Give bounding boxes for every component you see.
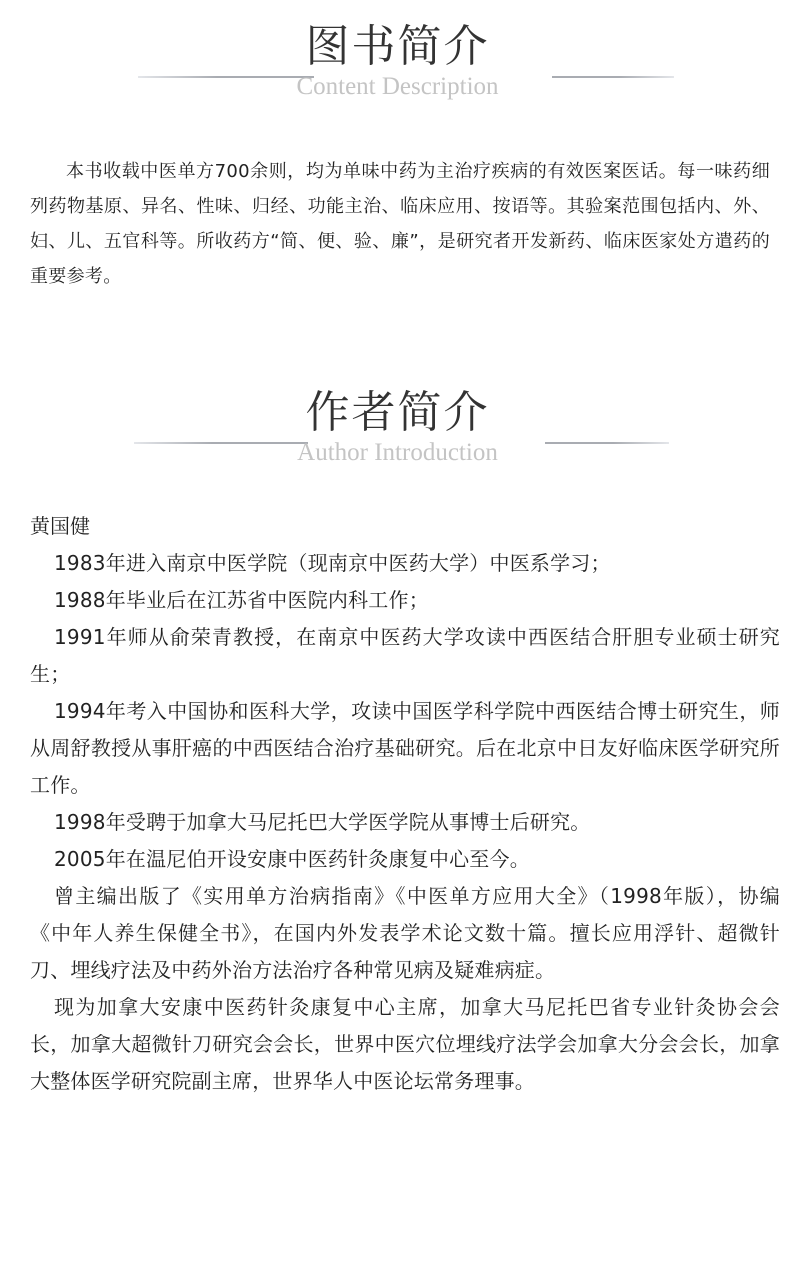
author-paragraph: 曾主编出版了《实用单方治病指南》《中医单方应用大全》（1998年版），协编《中年人养生保健全书》，在国内外发表学术论文数十篇。擅长应用浮针、超微针刀、埋线疗法及中药外治方法治疗各种常见病及疑难病症。: [30, 884, 780, 982]
author-section-title: 作者简介: [305, 387, 490, 438]
book-section-header: [0, 20, 795, 130]
book-section-title: 图书简介: [305, 21, 490, 72]
author-bio: [30, 508, 780, 1100]
author-section-header: [0, 386, 795, 496]
book-description: 本书收载中医单方700余则，均为单味中药为主治疗疾病的有效医案医话。每一味药细列药物基原、异名、性味、归经、功能主治、临床应用、按语等。其验案范围包括内、外、妇、儿、五官科等。所收药方“简、便、验、廉”，是研究者开发新药、临床医家处方遣药的重要参考。: [30, 161, 770, 287]
author-paragraph: 1988年毕业后在江苏省中医院内科工作；: [54, 588, 429, 612]
author-name: 黄国健: [30, 514, 90, 538]
author-paragraph: 1991年师从俞荣青教授，在南京中医药大学攻读中西医结合肝胆专业硕士研究生；: [30, 625, 780, 686]
author-section-subtitle: Author Introduction: [297, 439, 498, 466]
book-section-subtitle: Content Description: [296, 73, 499, 100]
author-paragraph: 1983年进入南京中医学院（现南京中医药大学）中医系学习；: [54, 551, 611, 575]
author-paragraph: 1998年受聘于加拿大马尼托巴大学医学院从事博士后研究。: [54, 810, 591, 834]
author-paragraph: 1994年考入中国协和医科大学，攻读中国医学科学院中西医结合博士研究生，师从周舒教授从事肝癌的中西医结合治疗基础研究。后在北京中日友好临床医学研究所工作。: [30, 699, 780, 797]
author-paragraph: 2005年在温尼伯开设安康中医药针灸康复中心至今。: [54, 847, 530, 871]
author-paragraph: 现为加拿大安康中医药针灸康复中心主席，加拿大马尼托巴省专业针灸协会会长，加拿大超微针刀研究会会长，世界中医穴位埋线疗法学会加拿大分会会长，加拿大整体医学研究院副主席，世界华人中医论坛常务理事。: [30, 995, 780, 1093]
